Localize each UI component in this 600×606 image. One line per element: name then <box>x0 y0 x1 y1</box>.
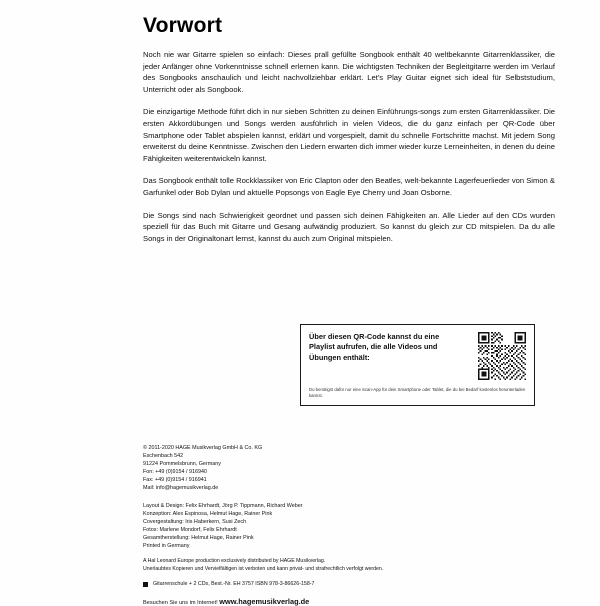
paragraph-3: Das Songbook enthält tolle Rockklassiker von Eric Clapton oder den Beatles, welt-bekannte Lagerfeuerlieder von Simon & Garfunkel oder Bob Dylan und aktuelle Popsongs von Eagle Eye Cherry und Joan Osborne. <box>143 176 555 197</box>
legal-line: Unerlaubtes Kopieren und Vervielfältigen ist verboten und kann privat- und strafrechtlich verfolgt werden. <box>143 565 384 572</box>
publisher-email-line[interactable]: Mail: info@hagemusikverlag.de <box>143 485 219 492</box>
page-title: Vorwort <box>143 14 223 37</box>
isbn-row <box>143 581 563 587</box>
publisher-line: Fax: +49 (0)9154 / 916941 <box>143 477 207 484</box>
credits-line: Konzeption: Alex Espinosa, Helmut Hage, Rainer Pink <box>143 510 273 517</box>
qr-code-icon[interactable] <box>478 332 526 380</box>
legal-line: A Hal Leonard Europe production exclusively distributed by HAGE Musikverlag. <box>143 558 326 565</box>
paragraph-1: Noch nie war Gitarre spielen so einfach: Dieses prall gefüllte Songbook enthält 40 weltbekannte Gitarrenklassiker, die jeder Anfänger ohne Vorkenntnisse schnell erlernen kann. Die wichtigsten Techniken der Begleitgitarre werden im Verlauf des Songbooks anschaulich und leicht nachvollziehbar erklärt. Let's Play Guitar eignet sich ideal für Selbststudium, Unterricht oder als Songbook. <box>143 50 555 94</box>
paragraph-2: Die einzigartige Methode führt dich in nur sieben Schritten zu deinen Einführungs-songs zum ersten Gitarrenklassiker. Die ersten Akkordübungen und Songs werden ausführlich in vielen Videos, die du ganz einfach per QR-Code über Smartphone oder Tablet abspielen kannst, erklärt und vorgespielt, damit du schnelle Fortschritte machst. Mit jedem Song erweiterst du deine Kenntnisse. Zwischen den Liedern erwarten dich immer wieder kurze Lerneinheiten, in denen du deine Fähigkeiten weiterentwickeln kannst. <box>143 107 555 163</box>
imprint <box>143 444 563 606</box>
credits-line: Gesamtherstellung: Helmut Hage, Rainer Pink <box>143 534 254 541</box>
qr-callout-headline: Über diesen QR-Code kannst du eine Playlist aufrufen, die alle Videos und Übungen enthält: <box>309 332 440 362</box>
qr-callout-row <box>309 332 526 380</box>
publisher-line: © 2011-2020 HAGE Musikverlag GmbH & Co. KG <box>143 445 263 451</box>
article-content <box>143 14 555 255</box>
website-row[interactable] <box>143 597 563 606</box>
publisher-line: Eschenbach 542 <box>143 453 184 460</box>
website-url[interactable]: www.hagemusikverlag.de <box>219 597 310 606</box>
website-prefix: Besuchen Sie uns im Internet! <box>143 600 218 606</box>
publisher-line: Fon: +49 (0)9154 / 916940 <box>143 469 207 476</box>
publisher-block <box>143 444 563 493</box>
isbn-text: Gitarrenschule + 2 CDs, Best.-Nr. EH 3757 ISBN 978-3-86626-158-7 <box>153 581 315 588</box>
credits-line: Printed in Germany <box>143 543 190 550</box>
publisher-line: 91224 Pommelsbrunn, Germany <box>143 461 221 468</box>
qr-callout-note: Du benötigst dafür nur eine Scan-App für dein Smartphone oder Tablet, die du bei Bedarf kostenlos herunterladen kannst. <box>309 387 526 398</box>
legal-block <box>143 558 563 573</box>
qr-code-callout <box>300 324 535 406</box>
credits-line: Layout & Design: Felix Ehrhardt, Jörg P. Tippmann, Richard Weber <box>143 502 303 509</box>
bullet-square-icon <box>143 582 148 587</box>
credits-line: Fotos: Marlene Mondorf, Felix Ehrhardt <box>143 526 237 533</box>
credits-block <box>143 502 563 551</box>
credits-line: Covergestaltung: Iris Haberkern, Susi Zech <box>143 518 247 525</box>
paragraph-4: Die Songs sind nach Schwierigkeit geordnet und passen sich deinen Fähigkeiten an. Alle Lieder auf den CDs wurden speziell für das Buch mit Gitarre und Gesang aufwändig produziert. So kannst du gleich zur CD mitspielen. Da du alle Songs in der Originaltonart lernst, kannst du auch zum Original mitspielen. <box>143 210 555 243</box>
